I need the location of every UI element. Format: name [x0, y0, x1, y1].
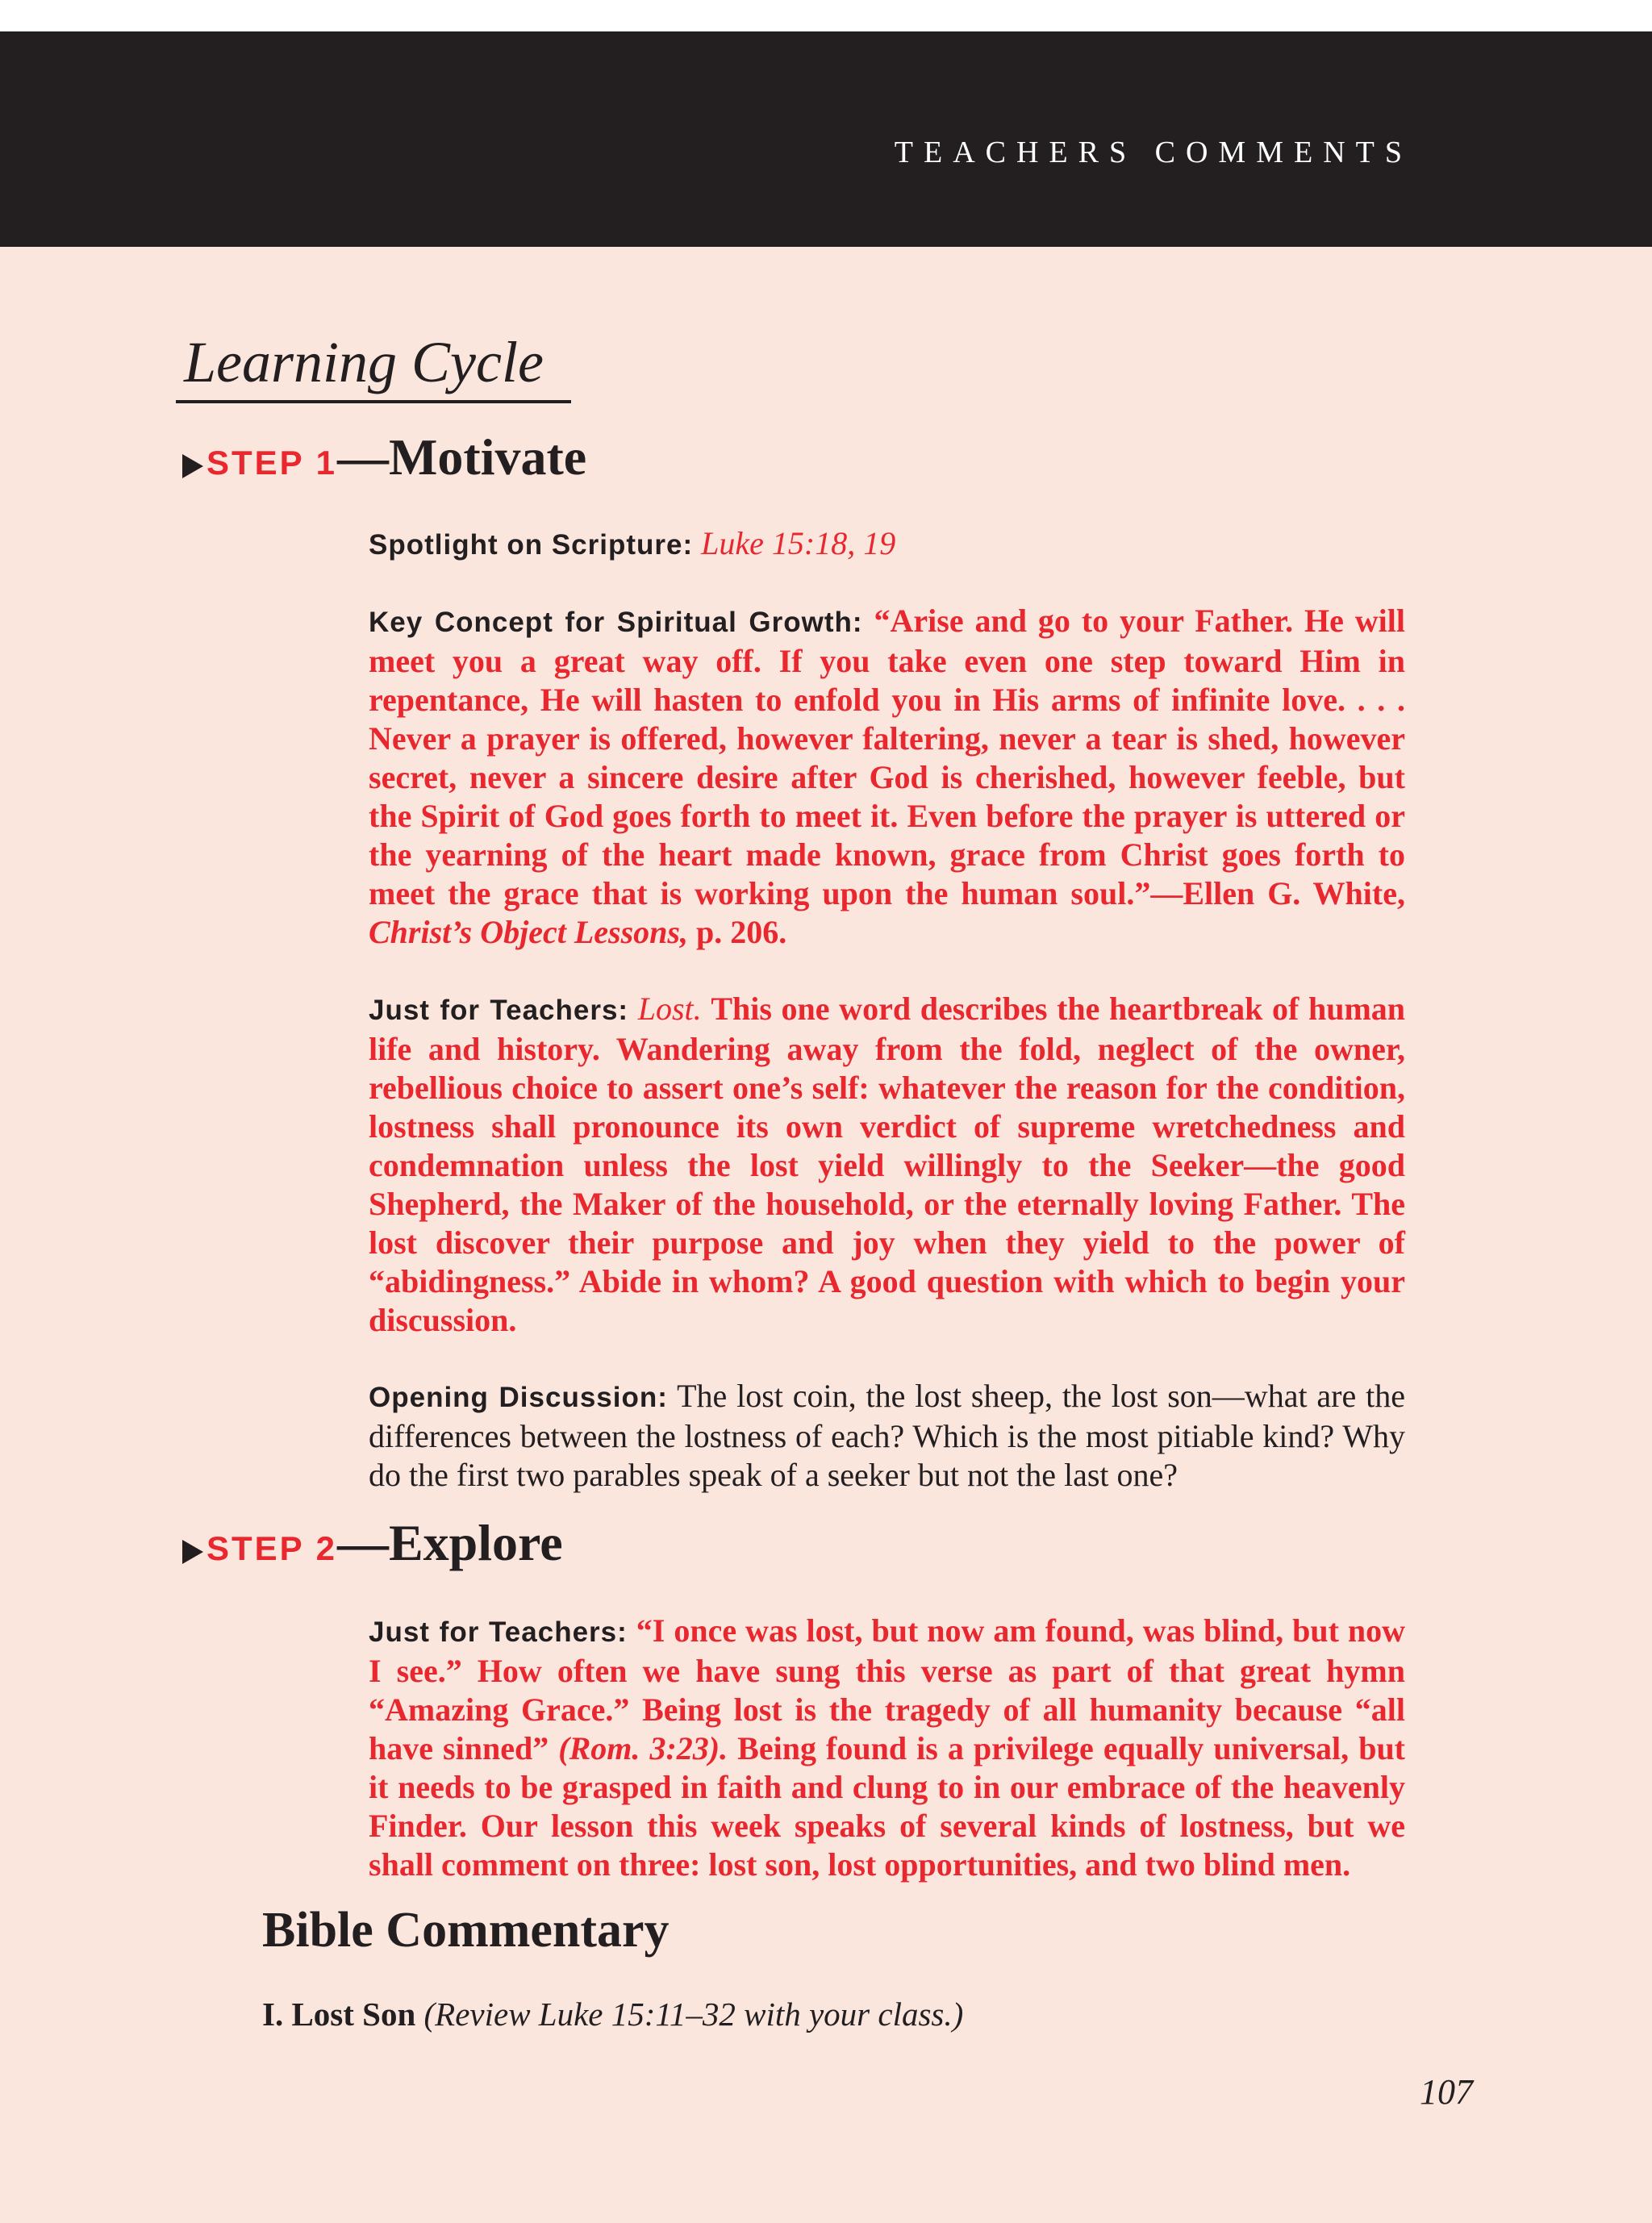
key-concept-quote: “Arise and go to your Father. He will meet you a great way off. If you take even one step toward Him in repentance, He will hasten to enfold you in His arms of infinite love. . . . Never a prayer is offered, however faltering, never a tear is shed, however secret, never a sincere desire after God is cherished, however feeble, but the Spirit of God goes forth to meet it. Even before the prayer is uttered or the yearning of the heart made known, grace from Christ goes forth to meet the grace that is working upon the human soul.”—Ellen G. White,: [369, 603, 1406, 911]
header-banner: [0, 31, 1652, 247]
step-1-heading: STEP 1—Motivate: [182, 428, 586, 487]
step-2-heading: STEP 2—Explore: [182, 1513, 563, 1573]
section-note: (Review Luke 15:11–32 with your class.): [423, 1996, 964, 2033]
opening-discussion-label: Opening Discussion:: [369, 1382, 668, 1413]
key-concept-label: Key Concept for Spiritual Growth:: [369, 607, 863, 638]
book-title: Christ’s Object Lessons,: [369, 914, 688, 950]
opening-discussion: [369, 1377, 1405, 1495]
key-concept-paragraph: [369, 602, 1405, 952]
just-for-teachers-text-1: “I once was lost, but now am found, was blind, but now I see.” How often we have sung this verse as part of that great hymn “Amazing Grace.” Being lost is the tragedy of all humanity because “all have sinned”: [369, 1612, 1405, 1766]
spotlight-reference: Luke 15:18, 19: [701, 525, 896, 561]
just-for-teachers-label: Just for Teachers:: [369, 1616, 628, 1648]
bible-commentary-title: Bible Commentary: [262, 1903, 670, 1958]
spotlight-on-scripture: [369, 524, 1405, 565]
section-header-title: TEACHERS COMMENTS: [894, 136, 1412, 169]
just-for-teachers-2: [369, 1612, 1405, 1884]
section-label: I. Lost Son: [262, 1996, 416, 2033]
page-reference: p. 206.: [695, 914, 787, 950]
play-triangle-icon: [182, 454, 203, 478]
title-underline: [176, 400, 571, 403]
opening-discussion-text: The lost coin, the lost sheep, the lost son—what are the differences between the lostness of each? Which is the most pitiable kind? Why do the first two parables speak of a seeker but not the last one?: [369, 1378, 1405, 1493]
scripture-reference: (Rom. 3:23).: [558, 1730, 728, 1766]
play-triangle-icon: [182, 1540, 203, 1564]
just-for-teachers-1: [369, 990, 1405, 1340]
step-number: STEP 2: [206, 1529, 337, 1567]
learning-cycle-title: Learning Cycle: [184, 330, 544, 394]
commentary-section-heading: [262, 1995, 963, 2033]
step-number: STEP 1: [206, 444, 337, 482]
just-for-teachers-label: Just for Teachers:: [369, 995, 629, 1026]
page-number: 107: [1420, 2072, 1473, 2112]
just-for-teachers-text: This one word describes the heartbreak of human life and history. Wandering away from the fold, neglect of the owner, rebellious choice to assert one’s self: whatever the reason for the condition, lostness shall pronounce its own verdict of supreme wretchedness and condemnation unless the lost yield willingly to the Seeker—the good Shepherd, the Maker of the household, or the eternally loving Father. The lost discover their purpose and joy when they yield to the power of “abidingness.” Abide in whom? A good question with which to begin your discussion.: [369, 991, 1406, 1338]
top-margin: [0, 0, 1652, 31]
just-for-teachers-text-2: Being found is a privilege equally universal, but it needs to be grasped in faith and clung to in our embrace of the heavenly Finder. Our lesson this week speaks of several kinds of lostness, but we shall comment on three: lost son, lost opportunities, and two blind men.: [369, 1730, 1406, 1883]
emphasized-word: Lost.: [637, 991, 702, 1027]
step-name: Motivate: [388, 428, 587, 486]
step-name: Explore: [388, 1514, 563, 1571]
spotlight-label: Spotlight on Scripture:: [369, 529, 694, 561]
